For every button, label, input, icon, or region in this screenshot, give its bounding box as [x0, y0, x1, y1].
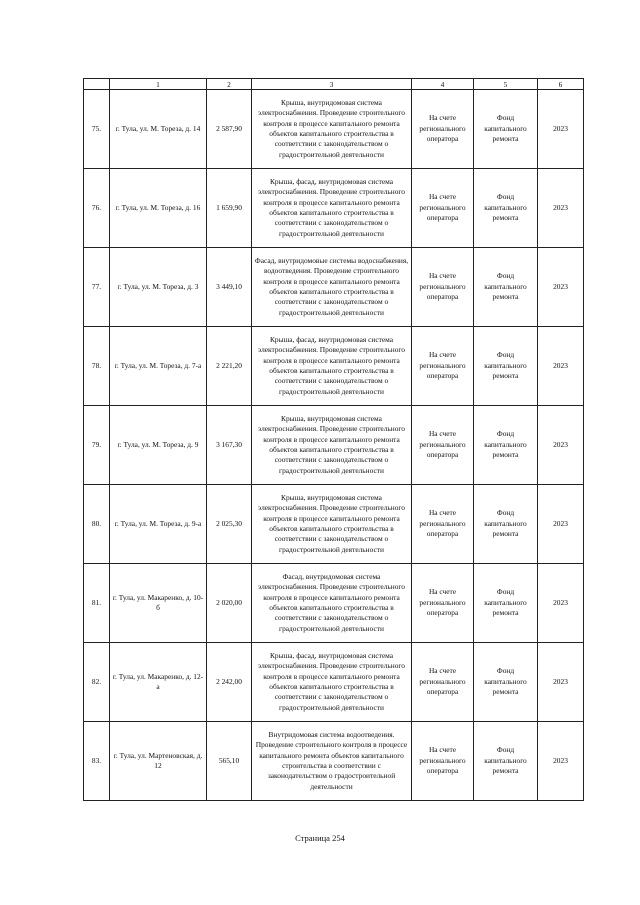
- address-cell: г. Тула, ул. М. Тореза, д. 9: [110, 406, 207, 485]
- work-description-cell: Крыша, внутридомовая система электроснабжения. Проведение строительного контроля в процессе капитального ремонта объектов капитального строительства в соответствии с законодательством о градостроительной деятельности: [252, 485, 412, 564]
- funding-method-cell: На счете регионального оператора: [412, 90, 474, 169]
- funding-method-cell: На счете регионального оператора: [412, 327, 474, 406]
- year-cell: 2023: [538, 90, 584, 169]
- year-cell: 2023: [538, 643, 584, 722]
- row-number: 81.: [84, 564, 110, 643]
- work-description-cell: Крыша, фасад, внутридомовая система электроснабжения. Проведение строительного контроля в процессе капитального ремонта объектов капитального строительства в соответствии с законодательством о градостроительной деятельности: [252, 169, 412, 248]
- year-cell: 2023: [538, 722, 584, 801]
- area-cell: 1 659,90: [207, 169, 252, 248]
- year-cell: 2023: [538, 248, 584, 327]
- table-row: [84, 643, 584, 722]
- year-cell: 2023: [538, 485, 584, 564]
- funding-source-cell: Фонд капитального ремонта: [474, 564, 538, 643]
- table-row: [84, 169, 584, 248]
- row-number: 82.: [84, 643, 110, 722]
- row-number: 77.: [84, 248, 110, 327]
- row-number: 75.: [84, 90, 110, 169]
- address-cell: г. Тула, ул. М. Тореза, д. 3: [110, 248, 207, 327]
- address-cell: г. Тула, ул. Макаренко, д. 10-б: [110, 564, 207, 643]
- table-header-row: [84, 79, 584, 90]
- funding-source-cell: Фонд капитального ремонта: [474, 722, 538, 801]
- funding-source-cell: Фонд капитального ремонта: [474, 248, 538, 327]
- funding-method-cell: На счете регионального оператора: [412, 722, 474, 801]
- row-number: 80.: [84, 485, 110, 564]
- funding-method-cell: На счете регионального оператора: [412, 169, 474, 248]
- year-cell: 2023: [538, 169, 584, 248]
- funding-method-cell: На счете регионального оператора: [412, 643, 474, 722]
- header-cell: 5: [474, 79, 538, 90]
- area-cell: 565,10: [207, 722, 252, 801]
- funding-source-cell: Фонд капитального ремонта: [474, 643, 538, 722]
- address-cell: г. Тула, ул. М. Тореза, д. 16: [110, 169, 207, 248]
- page-number: Страница 254: [295, 833, 345, 843]
- area-cell: 2 020,00: [207, 564, 252, 643]
- header-cell: 1: [110, 79, 207, 90]
- area-cell: 2 587,90: [207, 90, 252, 169]
- funding-method-cell: На счете регионального оператора: [412, 564, 474, 643]
- address-cell: г. Тула, ул. М. Тореза, д. 14: [110, 90, 207, 169]
- header-cell: 4: [412, 79, 474, 90]
- area-cell: 2 025,30: [207, 485, 252, 564]
- row-number: 79.: [84, 406, 110, 485]
- work-description-cell: Внутридомовая система водоотведения. Проведение строительного контроля в процессе капитального ремонта объектов капитального строительства в соответствии с законодательством о градостроительной деятельности: [252, 722, 412, 801]
- row-number: 78.: [84, 327, 110, 406]
- address-cell: г. Тула, ул. М. Тореза, д. 9-а: [110, 485, 207, 564]
- funding-source-cell: Фонд капитального ремонта: [474, 327, 538, 406]
- area-cell: 2 242,00: [207, 643, 252, 722]
- work-description-cell: Крыша, фасад, внутридомовая система электроснабжения. Проведение строительного контроля в процессе капитального ремонта объектов капитального строительства в соответствии с законодательством о градостроительной деятельности: [252, 643, 412, 722]
- area-cell: 3 167,30: [207, 406, 252, 485]
- header-cell: 3: [252, 79, 412, 90]
- work-description-cell: Крыша, внутридомовая система электроснабжения. Проведение строительного контроля в процессе капитального ремонта объектов капитального строительства в соответствии с законодательством о градостроительной деятельности: [252, 90, 412, 169]
- funding-source-cell: Фонд капитального ремонта: [474, 90, 538, 169]
- table-row: [84, 327, 584, 406]
- funding-method-cell: На счете регионального оператора: [412, 485, 474, 564]
- year-cell: 2023: [538, 327, 584, 406]
- funding-source-cell: Фонд капитального ремонта: [474, 406, 538, 485]
- header-cell: [84, 79, 110, 90]
- row-number: 76.: [84, 169, 110, 248]
- funding-source-cell: Фонд капитального ремонта: [474, 169, 538, 248]
- funding-source-cell: Фонд капитального ремонта: [474, 485, 538, 564]
- year-cell: 2023: [538, 406, 584, 485]
- work-description-cell: Фасад, внутридомовая система электроснабжения. Проведение строительного контроля в процессе капитального ремонта объектов капитального строительства в соответствии с законодательством о градостроительной деятельности: [252, 564, 412, 643]
- address-cell: г. Тула, ул. Мартеновская, д. 12: [110, 722, 207, 801]
- table-row: [84, 248, 584, 327]
- repair-schedule-table: [83, 78, 584, 801]
- work-description-cell: Крыша, фасад, внутридомовая система электроснабжения. Проведение строительного контроля в процессе капитального ремонта объектов капитального строительства в соответствии с законодательством о градостроительной деятельности: [252, 327, 412, 406]
- header-cell: 6: [538, 79, 584, 90]
- table-row: [84, 406, 584, 485]
- table-row: [84, 564, 584, 643]
- area-cell: 2 221,20: [207, 327, 252, 406]
- table-row: [84, 485, 584, 564]
- funding-method-cell: На счете регионального оператора: [412, 406, 474, 485]
- address-cell: г. Тула, ул. М. Тореза, д. 7-а: [110, 327, 207, 406]
- row-number: 83.: [84, 722, 110, 801]
- work-description-cell: Фасад, внутридомовые системы водоснабжения, водоотведения. Проведение строительного контроля в процессе капитального ремонта объектов капитального строительства в соответствии с законодательством о градостроительной деятельности: [252, 248, 412, 327]
- table-row: [84, 90, 584, 169]
- work-description-cell: Крыша, внутридомовая система электроснабжения. Проведение строительного контроля в процессе капитального ремонта объектов капитального строительства в соответствии с законодательством о градостроительной деятельности: [252, 406, 412, 485]
- table-row: [84, 722, 584, 801]
- address-cell: г. Тула, ул. Макаренко, д. 12-а: [110, 643, 207, 722]
- funding-method-cell: На счете регионального оператора: [412, 248, 474, 327]
- header-cell: 2: [207, 79, 252, 90]
- area-cell: 3 449,10: [207, 248, 252, 327]
- year-cell: 2023: [538, 564, 584, 643]
